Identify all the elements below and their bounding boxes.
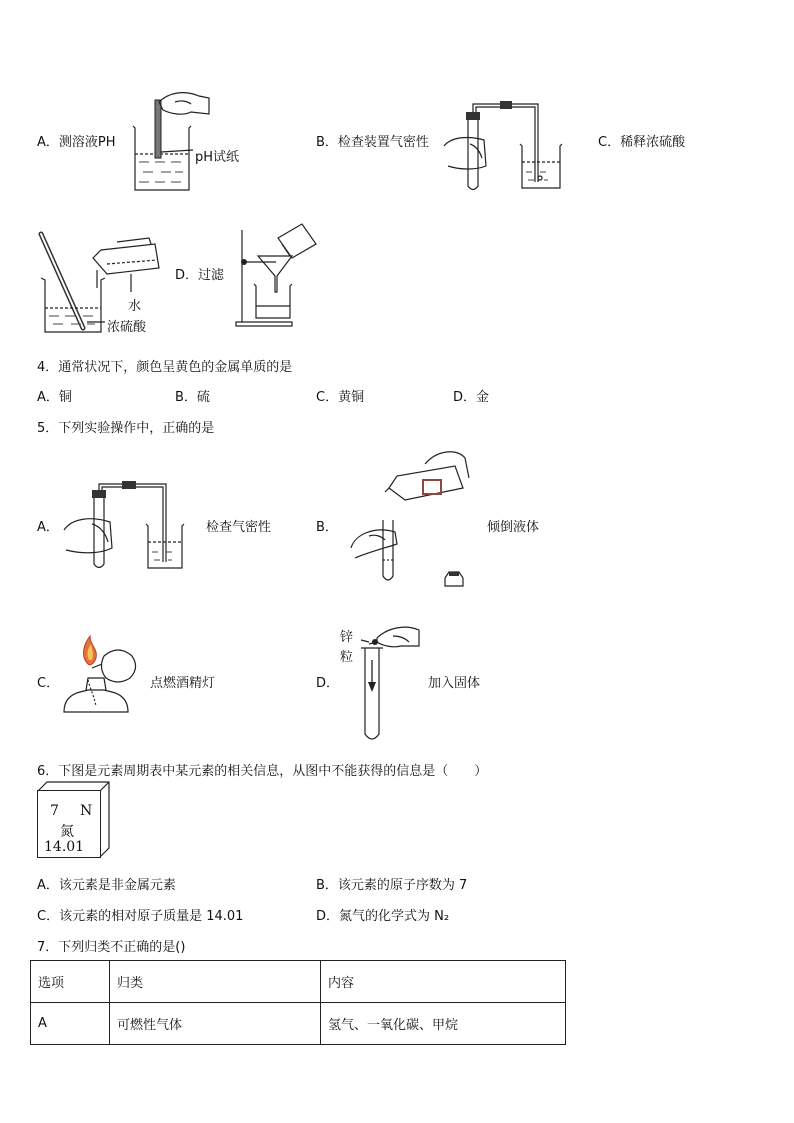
q6-option-d: D．氮气的化学式为 N₂	[316, 909, 450, 924]
water-label: 水	[128, 299, 142, 314]
q5-option-b-letter: B．	[316, 520, 338, 535]
q6-stem: 6．下图是元素周期表中某元素的相关信息，从图中不能获得的信息是（ ）	[37, 764, 488, 779]
q5-airtightness-illustration	[62, 478, 192, 574]
table-header-cell: 选项	[31, 961, 110, 1003]
q5-option-c-letter: C．	[37, 676, 60, 691]
filtration-illustration	[232, 222, 327, 328]
q5-option-b-caption: 倾倒液体	[487, 520, 540, 535]
airtightness-check-illustration	[440, 96, 570, 196]
q3-option-d-label: D．过滤	[175, 268, 225, 283]
q4-stem: 4．通常状况下，颜色呈黄色的金属单质的是	[37, 360, 293, 375]
q5-stem: 5．下列实验操作中，正确的是	[37, 421, 215, 436]
table-header-row	[31, 961, 566, 1003]
table-cell: A	[31, 1003, 110, 1045]
q6-option-b: B．该元素的原子序数为 7	[316, 878, 468, 893]
table-cell: 可燃性气体	[110, 1003, 321, 1045]
q5-option-a-letter: A．	[37, 520, 59, 535]
q6-option-a: A．该元素是非金属元素	[37, 878, 176, 893]
element-atomic-mass: 14.01	[44, 839, 85, 855]
zinc-label-2: 粒	[340, 650, 354, 665]
q5-option-a-caption: 检查气密性	[206, 520, 272, 535]
ph-test-beaker-illustration	[125, 92, 235, 194]
adding-solid-illustration	[355, 624, 435, 744]
element-symbol: N	[80, 803, 93, 819]
q5-option-d-caption: 加入固体	[428, 676, 481, 691]
q7-table	[30, 960, 566, 1045]
q4-option-c: C．黄铜	[316, 390, 365, 405]
periodic-element-card	[37, 790, 101, 858]
q3-option-a-label: A．测溶液PH	[37, 135, 116, 150]
q7-stem: 7．下列归类不正确的是()	[37, 940, 186, 955]
table-row	[31, 1003, 566, 1045]
table-header-cell: 归类	[110, 961, 321, 1003]
table-cell: 氢气、一氧化碳、甲烷	[321, 1003, 566, 1045]
q5-option-d-letter: D．	[316, 676, 340, 691]
ph-paper-label: pH试纸	[195, 150, 240, 165]
zinc-label-1: 锌	[340, 630, 354, 645]
q4-option-b: B．硫	[175, 390, 210, 405]
element-name: 氮	[60, 824, 74, 840]
q6-option-c: C．该元素的相对原子质量是 14.01	[37, 909, 244, 924]
q5-option-c-caption: 点燃酒精灯	[150, 676, 216, 691]
q3-option-c-label: C．稀释浓硫酸	[598, 135, 686, 150]
table-header-cell: 内容	[321, 961, 566, 1003]
q4-option-d: D．金	[453, 390, 490, 405]
element-atomic-number: 7	[50, 803, 59, 819]
pouring-liquid-illustration	[345, 448, 475, 596]
conc-sulfuric-acid-label: 浓硫酸	[107, 320, 147, 335]
q3-option-b-label: B．检查装置气密性	[316, 135, 429, 150]
q4-option-a: A．铜	[37, 390, 72, 405]
lighting-alcohol-lamp-illustration	[60, 634, 144, 722]
